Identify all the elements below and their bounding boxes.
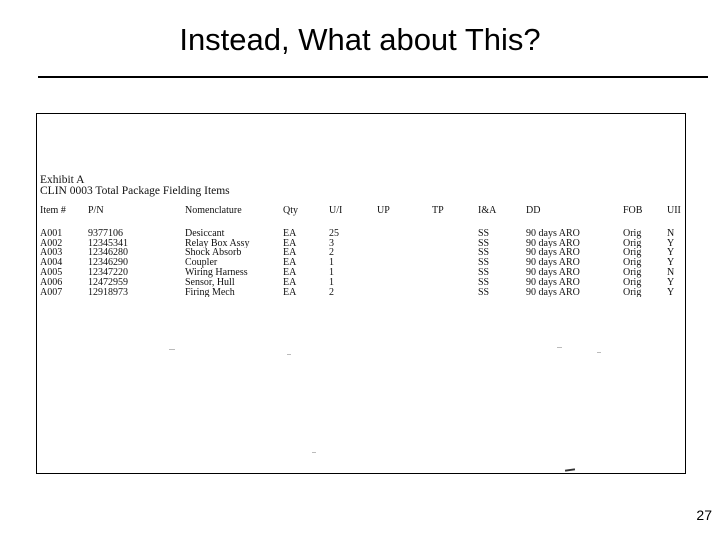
column-header: P/N — [88, 206, 104, 216]
table-row — [37, 248, 685, 258]
table-cell: 90 days ARO — [526, 277, 580, 288]
table-cell: Desiccant — [185, 228, 225, 239]
table-cell: 90 days ARO — [526, 258, 580, 268]
table-cell — [374, 288, 429, 298]
scan-speck — [169, 349, 175, 350]
table-cell: Sensor, Hull — [185, 277, 235, 288]
column-header: I&A — [478, 206, 497, 216]
table-header-row — [37, 206, 685, 229]
table-cell — [429, 229, 475, 239]
table-cell: 3 — [329, 238, 334, 249]
table-cell — [374, 248, 429, 258]
table-cell: EA — [283, 258, 297, 268]
fielding-items-table — [37, 206, 685, 297]
table-cell: 9377106 — [88, 228, 123, 239]
table-row — [37, 239, 685, 249]
table-cell: EA — [283, 248, 297, 259]
table-cell: Coupler — [185, 258, 218, 268]
table-cell: SS — [478, 228, 490, 239]
table-cell: A006 — [40, 277, 63, 288]
table-cell: Firing Mech — [185, 287, 235, 298]
table-cell: A007 — [40, 287, 63, 298]
table-cell: 12346280 — [88, 248, 128, 259]
table-cell: A005 — [40, 267, 63, 278]
column-header: UII — [667, 206, 681, 216]
table-cell: 90 days ARO — [526, 287, 580, 298]
column-header: Qty — [283, 206, 298, 216]
scan-speck — [287, 354, 291, 355]
exhibit-title: Exhibit A — [40, 174, 85, 186]
column-header: Item # — [40, 206, 66, 216]
column-header: Nomenclature — [185, 206, 242, 216]
table-cell: 90 days ARO — [526, 248, 580, 259]
table-cell: 2 — [329, 287, 334, 298]
table-row — [37, 258, 685, 268]
table-cell: SS — [478, 238, 490, 249]
table-row — [37, 229, 685, 239]
table-cell: Orig — [623, 277, 642, 288]
title-divider — [38, 76, 708, 78]
table-cell: 1 — [329, 258, 334, 268]
table-cell: Relay Box Assy — [185, 238, 250, 249]
table-cell: EA — [283, 238, 297, 249]
table-cell: 12346290 — [88, 258, 128, 268]
slide-title: Instead, What about This? — [179, 22, 541, 57]
table-cell: N — [667, 267, 675, 278]
table-cell — [429, 239, 475, 249]
scan-mark — [565, 468, 575, 471]
column-header: U/I — [329, 206, 343, 216]
scan-speck — [597, 352, 601, 353]
table-cell: Orig — [623, 238, 642, 249]
table-cell: SS — [478, 248, 490, 259]
table-cell: EA — [283, 228, 297, 239]
table-row — [37, 288, 685, 298]
table-cell: EA — [283, 277, 297, 288]
table-cell — [374, 278, 429, 288]
scan-speck — [312, 452, 316, 453]
table-cell: Y — [667, 277, 675, 288]
table-cell — [374, 239, 429, 249]
table-cell — [374, 229, 429, 239]
table-cell: Wiring Harness — [185, 267, 248, 278]
table-row — [37, 268, 685, 278]
table-cell: Y — [667, 238, 675, 249]
table-cell — [429, 288, 475, 298]
table-body — [37, 229, 685, 298]
exhibit-image — [36, 113, 686, 474]
table-cell: A002 — [40, 238, 63, 249]
exhibit-subtitle: CLIN 0003 Total Package Fielding Items — [40, 185, 230, 197]
table-cell: Orig — [623, 267, 642, 278]
table-cell: 12347220 — [88, 267, 128, 278]
table-cell: Orig — [623, 258, 642, 268]
table-cell — [429, 258, 475, 268]
column-header: UP — [377, 206, 390, 216]
table-cell: SS — [478, 258, 490, 268]
column-header: TP — [432, 206, 444, 216]
table-cell: 12472959 — [88, 277, 128, 288]
table-cell — [374, 268, 429, 278]
table-cell: Orig — [623, 248, 642, 259]
table-cell: 90 days ARO — [526, 228, 580, 239]
table-cell: SS — [478, 277, 490, 288]
table-cell — [429, 268, 475, 278]
table-cell: 90 days ARO — [526, 238, 580, 249]
table-cell: Y — [667, 248, 675, 259]
table-cell: 25 — [329, 228, 339, 239]
table-cell: A003 — [40, 248, 63, 259]
table-cell — [374, 258, 429, 268]
table-cell: Y — [667, 258, 675, 268]
table-cell: 90 days ARO — [526, 267, 580, 278]
table-cell: SS — [478, 267, 490, 278]
page-number: 27 — [696, 507, 712, 523]
table-cell — [429, 248, 475, 258]
table-cell: A004 — [40, 258, 63, 268]
table-cell: EA — [283, 267, 297, 278]
table-cell: Y — [667, 287, 675, 298]
table-row — [37, 278, 685, 288]
table-cell: 12918973 — [88, 287, 128, 298]
table-cell: Orig — [623, 228, 642, 239]
table-cell: SS — [478, 287, 490, 298]
table-cell: 2 — [329, 248, 334, 259]
table-cell: N — [667, 228, 675, 239]
column-header: FOB — [623, 206, 643, 216]
table-cell — [429, 278, 475, 288]
table-cell: 1 — [329, 277, 334, 288]
scan-speck — [557, 347, 562, 348]
column-header: DD — [526, 206, 541, 216]
table-cell: A001 — [40, 228, 63, 239]
table-cell: 12345341 — [88, 238, 128, 249]
table-cell: Orig — [623, 287, 642, 298]
table-cell: EA — [283, 287, 297, 298]
table-cell: 1 — [329, 267, 334, 278]
table-cell: Shock Absorb — [185, 248, 242, 259]
